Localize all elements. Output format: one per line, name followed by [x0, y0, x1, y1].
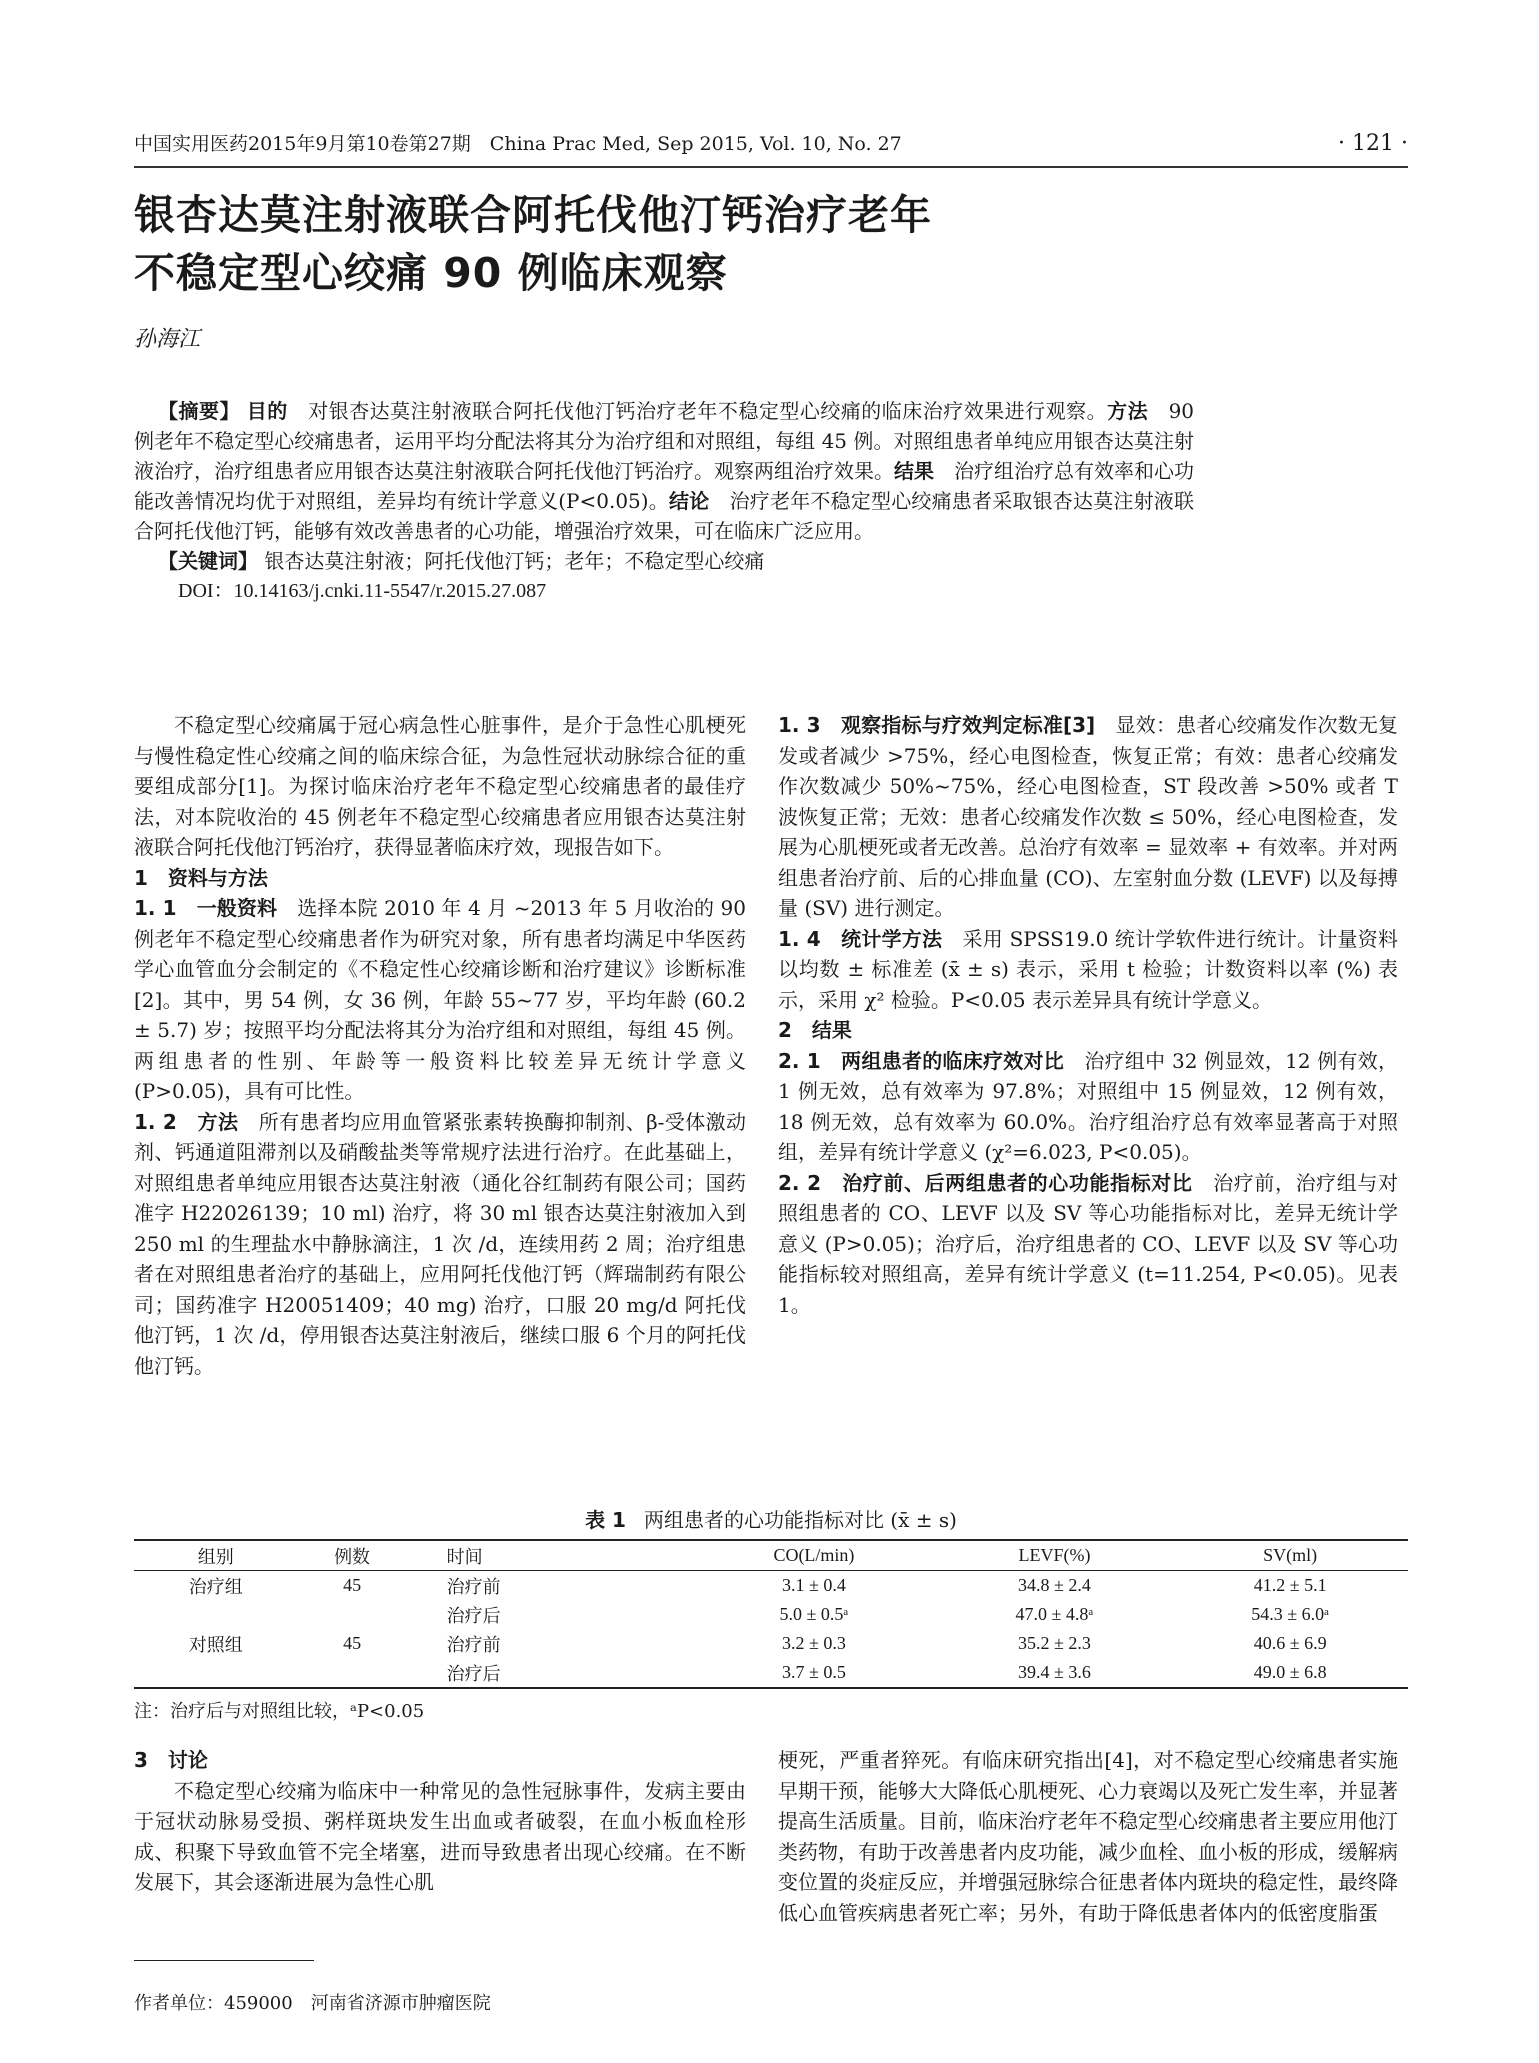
- header-levf: LEVF(%): [1018, 1545, 1091, 1565]
- section-1-4-text: 采用 SPSS19.0 统计学软件进行统计。计量资料以均数 ± 标准差 (x̄ ± s) 表示，采用 t 检验；计数资料以率 (%) 表示，采用 χ² 检验。P<0.05 表示差异具有统计学意义。: [778, 926, 1398, 1012]
- page-number: · 121 ·: [1338, 131, 1408, 156]
- keywords-label: 【关键词】: [158, 549, 258, 573]
- conclusion-label: 结论: [668, 489, 710, 513]
- header-count: 例数: [334, 1546, 371, 1567]
- cell-time: 治疗后: [446, 1605, 501, 1626]
- cell-group: [134, 1658, 298, 1688]
- article-title: [134, 186, 1334, 302]
- journal-citation: 中国实用医药2015年9月第10卷第27期 China Prac Med, Sep 2015, Vol. 10, No. 27: [134, 133, 902, 155]
- section-3-heading: 3 讨论: [134, 1748, 208, 1772]
- table-header-row: [134, 1540, 1408, 1571]
- discussion-text-left: 不稳定型心绞痛为临床中一种常见的急性冠脉事件，发病主要由于冠状动脉易受损、粥样斑块发生出血或者破裂，在血小板血栓形成、积聚下导致血管不完全堵塞，进而导致患者出现心绞痛。在不断发展下，其会逐渐进展为急性心肌: [134, 1778, 746, 1894]
- body-column-right: [778, 710, 1398, 1320]
- cell-levf: 35.2 ± 2.3: [1018, 1633, 1091, 1653]
- cell-count: 45: [343, 1575, 362, 1595]
- author-affiliation: 作者单位：459000 河南省济源市肿瘤医院: [134, 1993, 491, 2014]
- table-1: [134, 1505, 1408, 1727]
- cell-sv: 40.6 ± 6.9: [1253, 1633, 1327, 1653]
- header-sv: SV(ml): [1263, 1545, 1318, 1565]
- table-row: [134, 1629, 1408, 1658]
- keywords: [134, 546, 1194, 576]
- methods-label: 方法: [1107, 399, 1149, 423]
- section-1-2-label: 1. 2 方法: [134, 1109, 239, 1134]
- table-number: 表 1: [585, 1508, 626, 1532]
- cell-co: 3.2 ± 0.3: [782, 1633, 846, 1653]
- intro-paragraph: 不稳定型心绞痛属于冠心病急性心脏事件，是介于急性心肌梗死与慢性稳定性心绞痛之间的临床综合征，为急性冠状动脉综合征的重要组成部分[1]。为探讨临床治疗老年不稳定型心绞痛患者的最佳疗法，对本院收治的 45 例老年不稳定型心绞痛患者应用银杏达莫注射液联合阿托伐他汀钙治疗，获得显著临床疗效，现报告如下。: [134, 713, 746, 859]
- abstract-body: [134, 396, 1194, 546]
- section-1-4: [778, 924, 1398, 1016]
- cell-levf: 47.0 ± 4.8ᵃ: [1015, 1604, 1094, 1624]
- section-2-2: [778, 1168, 1398, 1321]
- table-row: [134, 1658, 1408, 1688]
- conclusion-text: 治疗老年不稳定型心绞痛患者采取银杏达莫注射液联合阿托伐他汀钙，能够有效改善患者的心功能，增强治疗效果，可在临床广泛应用。: [134, 489, 1195, 543]
- abstract: [134, 396, 1194, 606]
- cell-time: 治疗前: [446, 1576, 501, 1597]
- cardiac-function-table: [134, 1539, 1408, 1689]
- cell-levf: 34.8 ± 2.4: [1018, 1575, 1091, 1595]
- section-1-1: [134, 893, 746, 1107]
- objective-text: 对银杏达莫注射液联合阿托伐他汀钙治疗老年不稳定型心绞痛的临床治疗效果进行观察。: [308, 399, 1108, 423]
- cell-sv: 54.3 ± 6.0ᵃ: [1251, 1604, 1330, 1624]
- objective-label: 目的: [246, 399, 288, 423]
- title-line-1: 银杏达莫注射液联合阿托伐他汀钙治疗老年: [134, 191, 932, 239]
- cell-count: [298, 1600, 407, 1629]
- cell-group: 治疗组: [188, 1576, 243, 1597]
- abstract-label: 【摘要】: [158, 399, 240, 423]
- section-2-2-text: 治疗前，治疗组与对照组患者的 CO、LEVF 以及 SV 等心功能指标对比，差异无统计学意义 (P>0.05)；治疗后，治疗组患者的 CO、LEVF 以及 SV 等心功能指标较对照组高，差异有统计学意义 (t=11.254, P<0.05)。见表 1。: [778, 1170, 1398, 1317]
- results-text: 治疗组治疗总有效率和心功能改善情况均优于对照组，差异均有统计学意义(P<0.05)。: [134, 459, 1194, 513]
- cell-group: 对照组: [188, 1634, 243, 1655]
- section-2-1-text: 治疗组中 32 例显效，12 例有效，1 例无效，总有效率为 97.8%；对照组中 15 例显效，12 例有效，18 例无效，总有效率为 60.0%。治疗组治疗总有效率显著高于对照组，差异有统计学意义 (χ²=6.023, P<0.05)。: [778, 1048, 1398, 1164]
- doi: DOI：10.14163/j.cnki.11-5547/r.2015.27.087: [178, 580, 547, 602]
- cell-levf: 39.4 ± 3.6: [1018, 1662, 1091, 1682]
- table-row: [134, 1600, 1408, 1629]
- header-group: 组别: [197, 1546, 234, 1567]
- section-1-1-label: 1. 1 一般资料: [134, 896, 278, 920]
- cell-count: 45: [343, 1633, 362, 1653]
- table-row: [134, 1571, 1408, 1601]
- header-time: 时间: [446, 1546, 483, 1567]
- cell-time: 治疗后: [446, 1663, 501, 1684]
- section-1-1-text: 选择本院 2010 年 4 月 ~2013 年 5 月收治的 90 例老年不稳定型心绞痛患者作为研究对象，所有患者均满足中华医药学心血管血分会制定的《不稳定性心绞痛诊断和治疗建议》诊断标准[2]。其中，男 54 例，女 36 例，年龄 55~77 岁，平均年龄 (60.2 ± 5.7) 岁；按照平均分配法将其分为治疗组和对照组，每组 45 例。两组患者的性别、年龄等一般资料比较差异无统计学意义 (P>0.05)，具有可比性。: [134, 896, 746, 1103]
- section-1-3-label: 1. 3 观察指标与疗效判定标准[3]: [778, 713, 1096, 737]
- discussion-column-right: [778, 1745, 1398, 1928]
- section-1-4-label: 1. 4 统计学方法: [778, 926, 943, 951]
- header-co: CO(L/min): [773, 1545, 855, 1565]
- author-name: 孙海江: [134, 327, 201, 352]
- cell-co: 5.0 ± 0.5ᵃ: [779, 1604, 849, 1624]
- title-line-2: 不稳定型心绞痛 90 例临床观察: [134, 249, 728, 297]
- table-title: 两组患者的心功能指标对比 (x̄ ± s): [643, 1508, 957, 1532]
- cell-co: 3.1 ± 0.4: [782, 1575, 846, 1595]
- section-1-3: [778, 710, 1398, 924]
- table-note: 注：治疗后与对照组比较，ᵃP<0.05: [134, 1701, 425, 1722]
- section-2-1-label: 2. 1 两组患者的临床疗效对比: [778, 1048, 1065, 1073]
- section-2-2-label: 2. 2 治疗前、后两组患者的心功能指标对比: [778, 1170, 1193, 1195]
- section-1-3-text: 显效：患者心绞痛发作次数无复发或者减少 >75%，经心电图检查，恢复正常；有效：患者心绞痛发作次数减少 50%~75%，经心电图检查，ST 段改善 >50% 或者 T 波恢复正常；无效：患者心绞痛发作次数 ≤ 50%，经心电图检查，发展为心肌梗死或者无改善。总治疗有效率 = 显效率 + 有效率。并对两组患者治疗前、后的心排血量 (CO)、左室射血分数 (LEVF) 以及每搏量 (SV) 进行测定。: [778, 713, 1399, 920]
- table-caption: [134, 1505, 1408, 1535]
- running-header: [134, 126, 1408, 168]
- cell-sv: 49.0 ± 6.8: [1253, 1662, 1327, 1682]
- section-1-2: [134, 1107, 746, 1382]
- keywords-text: 银杏达莫注射液；阿托伐他汀钙；老年；不稳定型心绞痛: [264, 549, 765, 573]
- discussion-text-right: 梗死，严重者猝死。有临床研究指出[4]，对不稳定型心绞痛患者实施早期干预，能够大大降低心肌梗死、心力衰竭以及死亡发生率，并显著提高生活质量。目前，临床治疗老年不稳定型心绞痛患者主要应用他汀类药物，有助于改善患者内皮功能，减少血栓、血小板的形成，缓解病变位置的炎症反应，并增强冠脉综合征患者体内斑块的稳定性，最终降低心血管疾病患者死亡率；另外，有助于降低患者体内的低密度脂蛋: [778, 1748, 1398, 1925]
- section-2-heading: 2 结果: [778, 1018, 852, 1042]
- cell-group: [134, 1600, 298, 1629]
- cell-sv: 41.2 ± 5.1: [1253, 1575, 1327, 1595]
- section-2-1: [778, 1046, 1398, 1168]
- cell-time: 治疗前: [446, 1634, 501, 1655]
- section-1-heading: 1 资料与方法: [134, 865, 268, 890]
- section-1-2-text: 所有患者均应用血管紧张素转换酶抑制剂、β-受体激动剂、钙通道阻滞剂以及硝酸盐类等常规疗法进行治疗。在此基础上，对照组患者单纯应用银杏达莫注射液（通化谷红制药有限公司；国药准字 H22026139；10 ml) 治疗，将 30 ml 银杏达莫注射液加入到 250 ml 的生理盐水中静脉滴注，1 次 /d，连续用药 2 周；治疗组患者在对照组患者治疗的基础上，应用阿托伐他汀钙（辉瑞制药有限公司；国药准字 H20051409；40 mg) 治疗，口服 20 mg/d 阿托伐他汀钙，1 次 /d，停用银杏达莫注射液后，继续口服 6 个月的阿托伐他汀钙。: [134, 1109, 746, 1378]
- cell-count: [298, 1658, 407, 1688]
- cell-co: 3.7 ± 0.5: [782, 1662, 846, 1682]
- discussion-column-left: [134, 1745, 746, 1898]
- methods-text: 90 例老年不稳定型心绞痛患者，运用平均分配法将其分为治疗组和对照组，每组 45 例。对照组患者单纯应用银杏达莫注射液治疗，治疗组患者应用银杏达莫注射液联合阿托伐他汀钙治疗。观察两组治疗效果。: [134, 399, 1195, 483]
- results-label: 结果: [894, 459, 934, 483]
- body-column-left: [134, 710, 746, 1381]
- footnote-divider: [134, 1960, 314, 1961]
